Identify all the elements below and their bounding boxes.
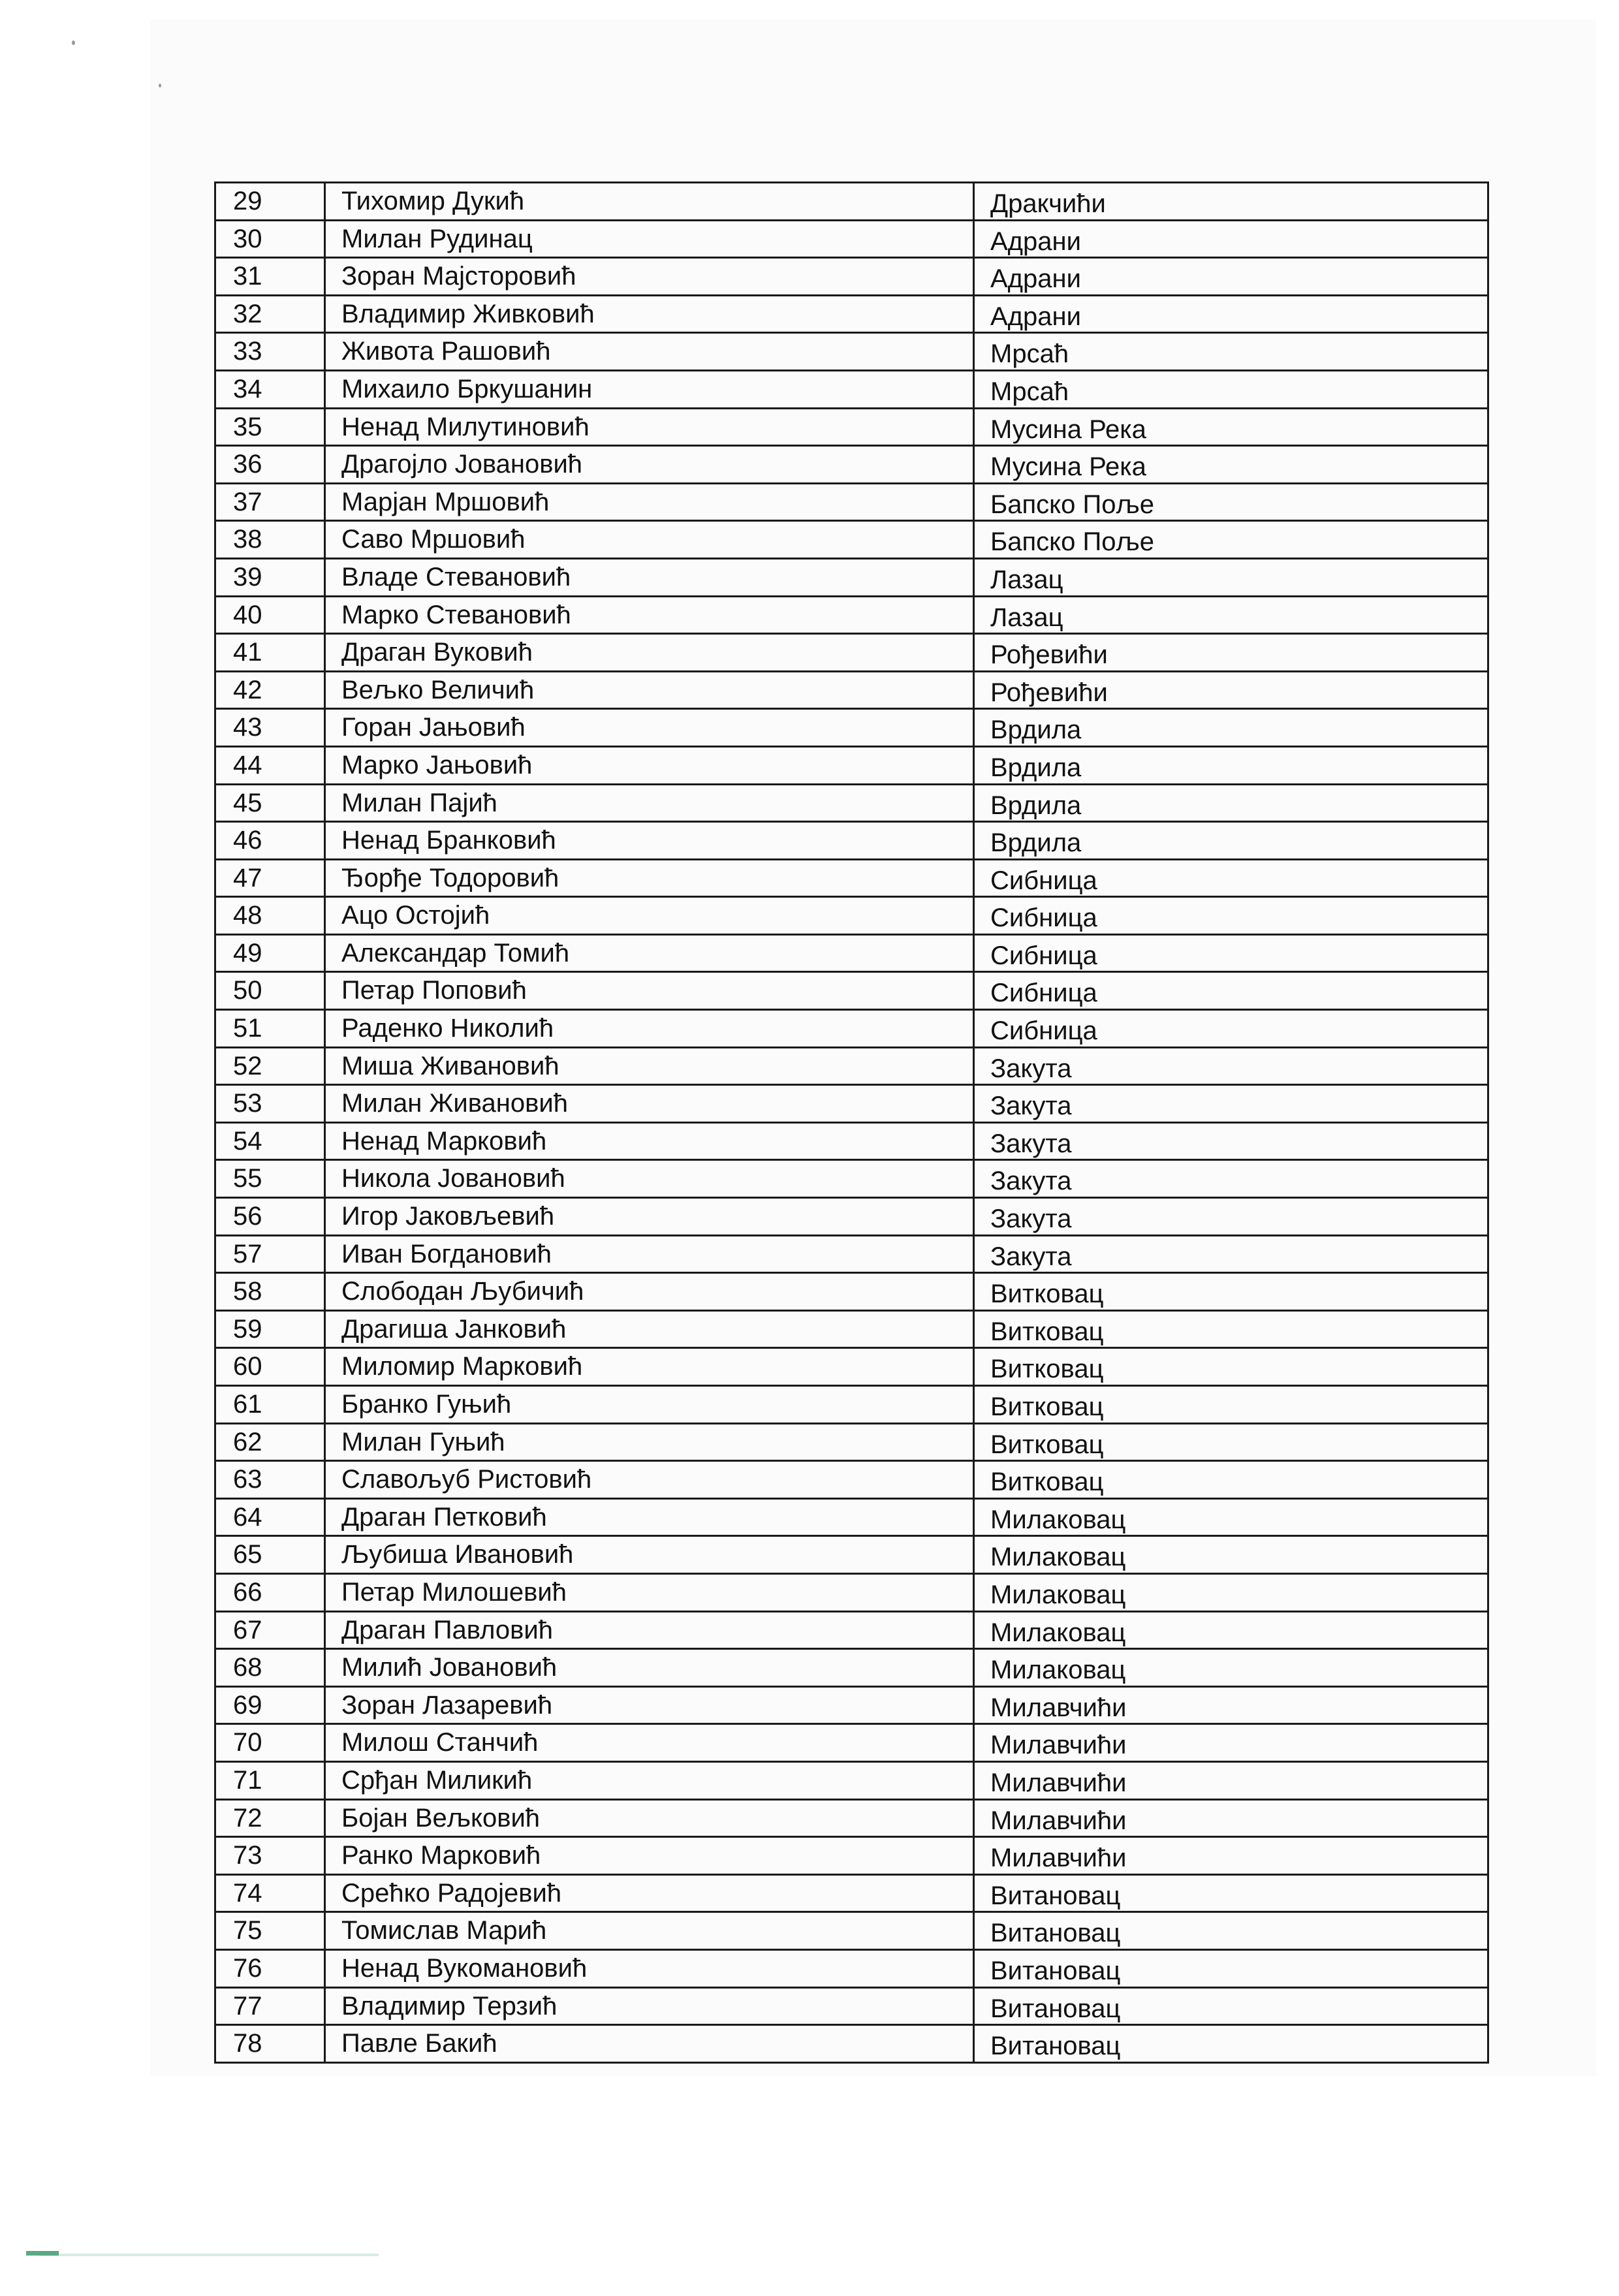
row-number: 34 (216, 371, 326, 407)
person-name: Владимир Терзић (326, 1989, 975, 2024)
place-name: Мрсаћ (975, 371, 1489, 407)
person-table (214, 181, 1489, 2064)
place-name: Адрани (975, 259, 1489, 294)
person-name: Горан Јањовић (326, 710, 975, 746)
table-row (216, 1161, 1489, 1199)
row-number: 71 (216, 1763, 326, 1799)
table-row (216, 635, 1489, 672)
person-name: Срђан Миликић (326, 1763, 975, 1799)
table-row (216, 559, 1489, 597)
place-name: Сибница (975, 936, 1489, 971)
place-name: Сибница (975, 973, 1489, 1009)
row-number: 42 (216, 672, 326, 708)
row-number: 37 (216, 484, 326, 520)
row-number: 68 (216, 1650, 326, 1686)
place-name: Витановац (975, 1913, 1489, 1949)
person-name: Драгојло Јовановић (326, 447, 975, 482)
place-name: Врдила (975, 823, 1489, 858)
place-name: Милавчићи (975, 1688, 1489, 1723)
table-row (216, 221, 1489, 259)
table-row (216, 371, 1489, 409)
table-row (216, 597, 1489, 635)
person-name: Ненад Марковић (326, 1124, 975, 1159)
person-name: Петар Поповић (326, 973, 975, 1009)
row-number: 58 (216, 1274, 326, 1310)
row-number: 43 (216, 710, 326, 746)
table-row (216, 1650, 1489, 1688)
table-row (216, 1500, 1489, 1537)
place-name: Закута (975, 1199, 1489, 1234)
row-number: 51 (216, 1011, 326, 1046)
table-row (216, 2026, 1489, 2064)
table-row (216, 1124, 1489, 1161)
table-row (216, 522, 1489, 559)
scan-edge-mark (26, 2251, 59, 2256)
person-name: Милан Рудинац (326, 221, 975, 257)
table-row (216, 296, 1489, 334)
row-number: 76 (216, 1951, 326, 1987)
person-name: Милић Јовановић (326, 1650, 975, 1686)
place-name: Закута (975, 1124, 1489, 1159)
table-row (216, 1989, 1489, 2026)
row-number: 62 (216, 1424, 326, 1460)
person-name: Милан Пајић (326, 785, 975, 821)
person-name: Зоран Лазаревић (326, 1688, 975, 1723)
place-name: Рођевићи (975, 635, 1489, 670)
person-name: Марјан Мршовић (326, 484, 975, 520)
person-name: Саво Мршовић (326, 522, 975, 558)
person-name: Томислав Марић (326, 1913, 975, 1949)
row-number: 50 (216, 973, 326, 1009)
row-number: 69 (216, 1688, 326, 1723)
place-name: Мусина Река (975, 409, 1489, 445)
place-name: Врдила (975, 785, 1489, 821)
table-row (216, 1236, 1489, 1274)
place-name: Закута (975, 1086, 1489, 1122)
person-name: Милан Живановић (326, 1086, 975, 1122)
person-name: Љубиша Ивановић (326, 1537, 975, 1573)
place-name: Милавчићи (975, 1763, 1489, 1799)
row-number: 74 (216, 1876, 326, 1911)
table-row (216, 1801, 1489, 1838)
row-number: 30 (216, 221, 326, 257)
person-name: Живота Рашовић (326, 334, 975, 370)
person-name: Миша Живановић (326, 1048, 975, 1084)
table-row (216, 1575, 1489, 1612)
row-number: 32 (216, 296, 326, 332)
table-row (216, 1913, 1489, 1951)
table-row (216, 672, 1489, 710)
table-row (216, 1349, 1489, 1387)
person-name: Драгиша Јанковић (326, 1312, 975, 1347)
table-row (216, 860, 1489, 898)
person-name: Вељко Величић (326, 672, 975, 708)
place-name: Милаковац (975, 1650, 1489, 1686)
table-row (216, 259, 1489, 296)
row-number: 52 (216, 1048, 326, 1084)
table-row (216, 334, 1489, 371)
place-name: Милавчићи (975, 1725, 1489, 1761)
person-name: Слободан Љубичић (326, 1274, 975, 1310)
row-number: 77 (216, 1989, 326, 2024)
person-name: Милан Гуњић (326, 1424, 975, 1460)
place-name: Милаковац (975, 1575, 1489, 1611)
place-name: Дракчићи (975, 183, 1489, 219)
person-name: Зоран Мајсторовић (326, 259, 975, 294)
person-name: Петар Милошевић (326, 1575, 975, 1611)
table-row (216, 1462, 1489, 1500)
person-name: Никола Јовановић (326, 1161, 975, 1197)
place-name: Витановац (975, 2026, 1489, 2062)
table-row (216, 447, 1489, 484)
row-number: 60 (216, 1349, 326, 1385)
table-row (216, 1537, 1489, 1575)
place-name: Лазац (975, 597, 1489, 633)
place-name: Милаковац (975, 1537, 1489, 1573)
row-number: 75 (216, 1913, 326, 1949)
person-name: Ђорђе Тодоровић (326, 860, 975, 896)
table-row (216, 1387, 1489, 1424)
row-number: 45 (216, 785, 326, 821)
place-name: Витковац (975, 1349, 1489, 1385)
person-name: Ранко Марковић (326, 1838, 975, 1874)
table-row (216, 1312, 1489, 1349)
row-number: 67 (216, 1612, 326, 1648)
person-name: Александар Томић (326, 936, 975, 971)
table-row (216, 1011, 1489, 1048)
person-name: Драган Петковић (326, 1500, 975, 1535)
place-name: Мрсаћ (975, 334, 1489, 370)
row-number: 31 (216, 259, 326, 294)
row-number: 65 (216, 1537, 326, 1573)
person-name: Марко Стевановић (326, 597, 975, 633)
place-name: Закута (975, 1048, 1489, 1084)
row-number: 57 (216, 1236, 326, 1272)
person-name: Милош Станчић (326, 1725, 975, 1761)
place-name: Мусина Река (975, 447, 1489, 482)
place-name: Рођевићи (975, 672, 1489, 708)
place-name: Закута (975, 1161, 1489, 1197)
person-name: Тихомир Дукић (326, 183, 975, 219)
row-number: 70 (216, 1725, 326, 1761)
table-row (216, 1838, 1489, 1876)
place-name: Врдила (975, 747, 1489, 783)
row-number: 56 (216, 1199, 326, 1234)
row-number: 46 (216, 823, 326, 858)
person-name: Владимир Живковић (326, 296, 975, 332)
place-name: Витковац (975, 1312, 1489, 1347)
row-number: 59 (216, 1312, 326, 1347)
row-number: 66 (216, 1575, 326, 1611)
row-number: 64 (216, 1500, 326, 1535)
table-row (216, 1951, 1489, 1989)
person-name: Иван Богдановић (326, 1236, 975, 1272)
place-name: Милаковац (975, 1612, 1489, 1648)
place-name: Сибница (975, 898, 1489, 934)
place-name: Витановац (975, 1951, 1489, 1987)
person-name: Бранко Гуњић (326, 1387, 975, 1423)
table-row (216, 823, 1489, 860)
table-row (216, 936, 1489, 973)
place-name: Милавчићи (975, 1801, 1489, 1836)
table-row (216, 785, 1489, 823)
place-name: Витковац (975, 1462, 1489, 1498)
row-number: 72 (216, 1801, 326, 1836)
table-row (216, 973, 1489, 1011)
row-number: 63 (216, 1462, 326, 1498)
scan-edge-line (39, 2254, 379, 2256)
table-row (216, 1725, 1489, 1763)
place-name: Бапско Поље (975, 484, 1489, 520)
place-name: Адрани (975, 221, 1489, 257)
person-name: Игор Јаковљевић (326, 1199, 975, 1234)
table-row (216, 1876, 1489, 1913)
row-number: 55 (216, 1161, 326, 1197)
row-number: 33 (216, 334, 326, 370)
row-number: 39 (216, 559, 326, 595)
person-name: Ацо Остојић (326, 898, 975, 934)
place-name: Витковац (975, 1387, 1489, 1423)
person-name: Славољуб Ристовић (326, 1462, 975, 1498)
table-row (216, 1048, 1489, 1086)
place-name: Милавчићи (975, 1838, 1489, 1874)
row-number: 35 (216, 409, 326, 445)
table-row (216, 1612, 1489, 1650)
place-name: Врдила (975, 710, 1489, 746)
row-number: 78 (216, 2026, 326, 2062)
place-name: Витковац (975, 1424, 1489, 1460)
row-number: 41 (216, 635, 326, 670)
row-number: 40 (216, 597, 326, 633)
person-name: Раденко Николић (326, 1011, 975, 1046)
row-number: 38 (216, 522, 326, 558)
person-name: Павле Бакић (326, 2026, 975, 2062)
table-row (216, 1274, 1489, 1312)
person-name: Миломир Марковић (326, 1349, 975, 1385)
row-number: 61 (216, 1387, 326, 1423)
person-name: Срећко Радојевић (326, 1876, 975, 1911)
table-row (216, 710, 1489, 747)
row-number: 48 (216, 898, 326, 934)
row-number: 54 (216, 1124, 326, 1159)
place-name: Милаковац (975, 1500, 1489, 1535)
person-name: Ненад Милутиновић (326, 409, 975, 445)
place-name: Витановац (975, 1989, 1489, 2024)
row-number: 47 (216, 860, 326, 896)
place-name: Закута (975, 1236, 1489, 1272)
table-row (216, 898, 1489, 936)
row-number: 44 (216, 747, 326, 783)
table-row (216, 1763, 1489, 1801)
person-name: Ненад Бранковић (326, 823, 975, 858)
scan-speck (72, 40, 75, 45)
person-name: Ненад Вукомановић (326, 1951, 975, 1987)
place-name: Сибница (975, 860, 1489, 896)
row-number: 29 (216, 183, 326, 219)
table-row (216, 1086, 1489, 1124)
table-row (216, 183, 1489, 221)
place-name: Витковац (975, 1274, 1489, 1310)
row-number: 73 (216, 1838, 326, 1874)
place-name: Бапско Поље (975, 522, 1489, 558)
place-name: Витановац (975, 1876, 1489, 1911)
row-number: 36 (216, 447, 326, 482)
person-name: Бојан Вељковић (326, 1801, 975, 1836)
person-name: Марко Јањовић (326, 747, 975, 783)
row-number: 53 (216, 1086, 326, 1122)
table-row (216, 1199, 1489, 1236)
place-name: Сибница (975, 1011, 1489, 1046)
place-name: Лазац (975, 559, 1489, 595)
row-number: 49 (216, 936, 326, 971)
place-name: Адрани (975, 296, 1489, 332)
person-name: Михаило Бркушанин (326, 371, 975, 407)
table-row (216, 747, 1489, 785)
table-row (216, 1424, 1489, 1462)
table-row (216, 484, 1489, 522)
person-name: Драган Вуковић (326, 635, 975, 670)
person-name: Владе Стевановић (326, 559, 975, 595)
person-name: Драган Павловић (326, 1612, 975, 1648)
scan-speck (159, 84, 161, 87)
table-row (216, 409, 1489, 447)
table-row (216, 1688, 1489, 1725)
